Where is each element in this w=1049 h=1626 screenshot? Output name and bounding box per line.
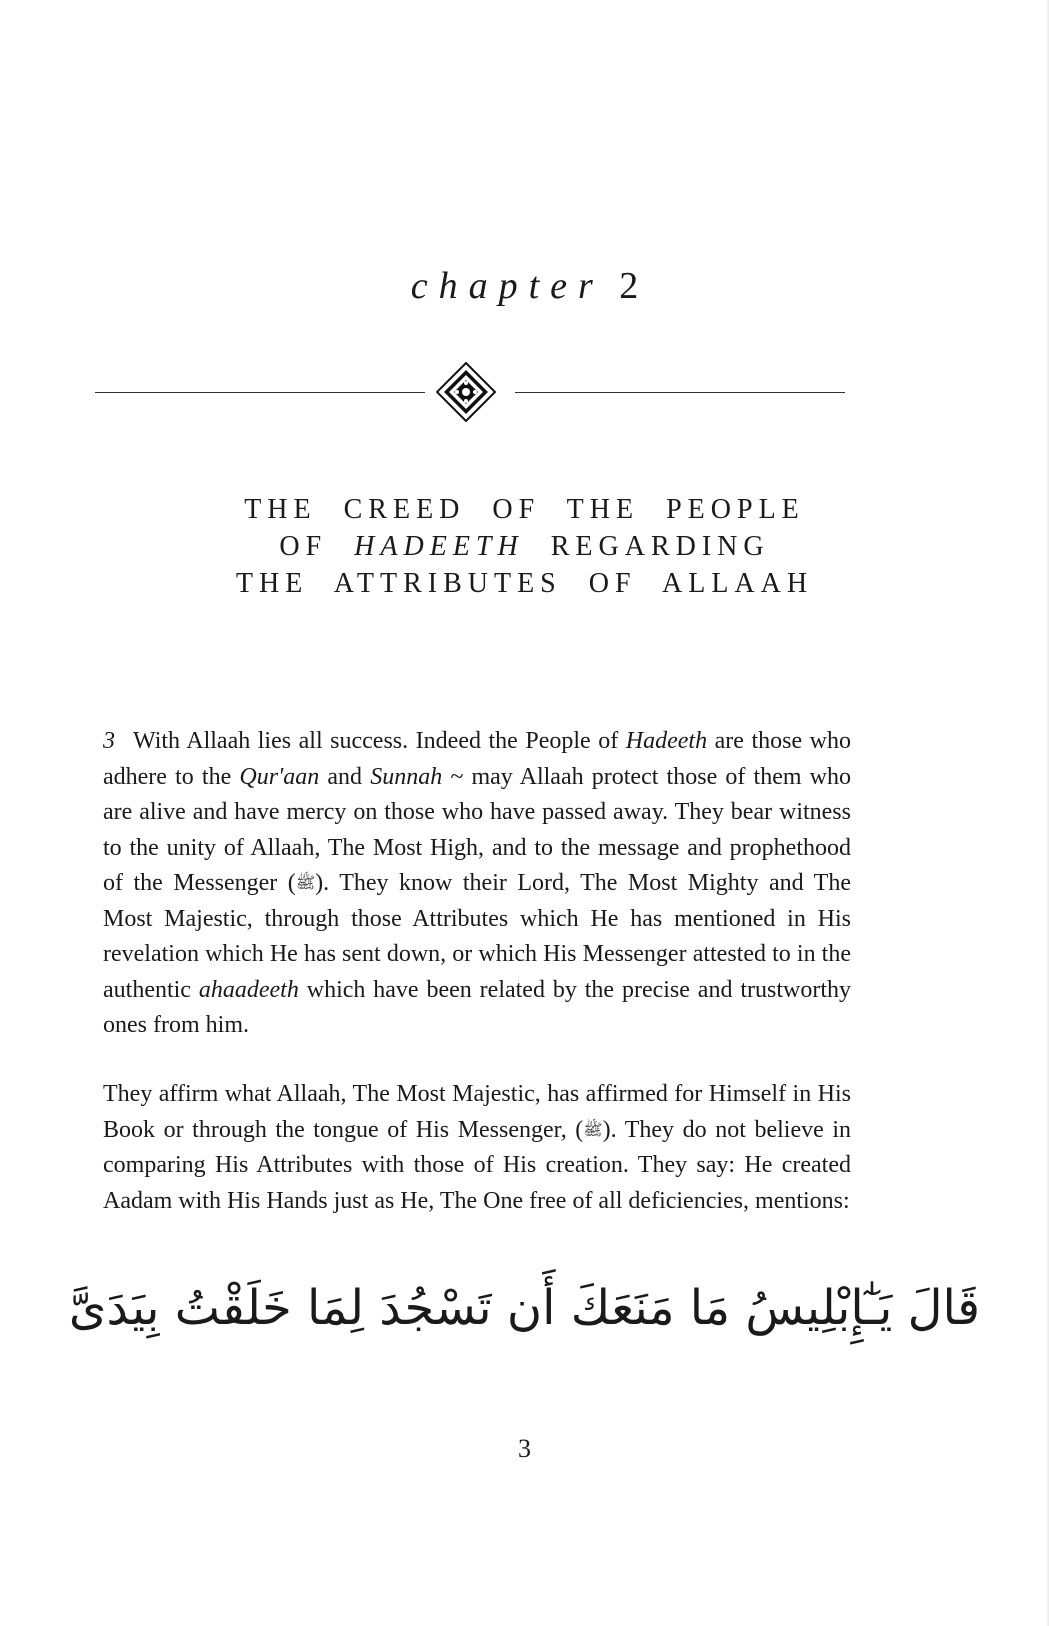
chapter-label: chapter — [410, 265, 604, 307]
paragraph-1: 3 With Allaah lies all success. Indeed the People of Hadeeth are those who adhere to the Qur'aan and Sunnah ~ may Allaah protect those of them who are alive and have mercy on those who have passed away. They bear witness to the unity of Allaah, The Most High, and to the message and prophethood of the Messenger (ﷺ). They know their Lord, The Most Mighty and The Most Majestic, through those Attributes which He has mentioned in His revelation which He has sent down, or which His Messenger attested to in the authentic ahaadeeth which have been related by the precise and trustworthy ones from him. — [103, 728, 851, 1038]
divider-rule-right — [515, 392, 845, 393]
divider-rule-left — [95, 392, 425, 393]
title-line-3: THE ATTRIBUTES OF ALLAAH — [235, 568, 814, 599]
chapter-divider — [0, 362, 1049, 422]
quran-verse: قَالَ يَـٰٓإِبْلِيسُ مَا مَنَعَكَ أَن تَسْجُدَ لِمَا خَلَقْتُ بِيَدَىَّ — [68, 1280, 981, 1336]
title-hadeeth-italic: HADEETH — [354, 531, 524, 562]
page-number: 3 — [518, 1434, 531, 1463]
chapter-number: 2 — [619, 265, 639, 307]
paragraph-number: 3 — [103, 728, 115, 754]
title-line-1: THE CREED OF THE PEOPLE — [244, 494, 805, 525]
diamond-ornament-icon — [436, 362, 496, 422]
salutation-glyph: ﷺ — [295, 875, 316, 892]
title-line-2: OF HADEETH REGARDING — [279, 531, 770, 562]
chapter-title — [0, 491, 1049, 602]
paragraph-2: They affirm what Allaah, The Most Majestic, has affirmed for Himself in His Book or through the tongue of His Messenger, (ﷺ). They do not believe in comparing His Attributes with those of His creation. They say: He created Aadam with His Hands just as He, The One free of all deficiencies, mentions: — [103, 1081, 852, 1214]
chapter-heading — [0, 262, 1049, 310]
salutation-glyph: ﷺ — [583, 1121, 603, 1139]
